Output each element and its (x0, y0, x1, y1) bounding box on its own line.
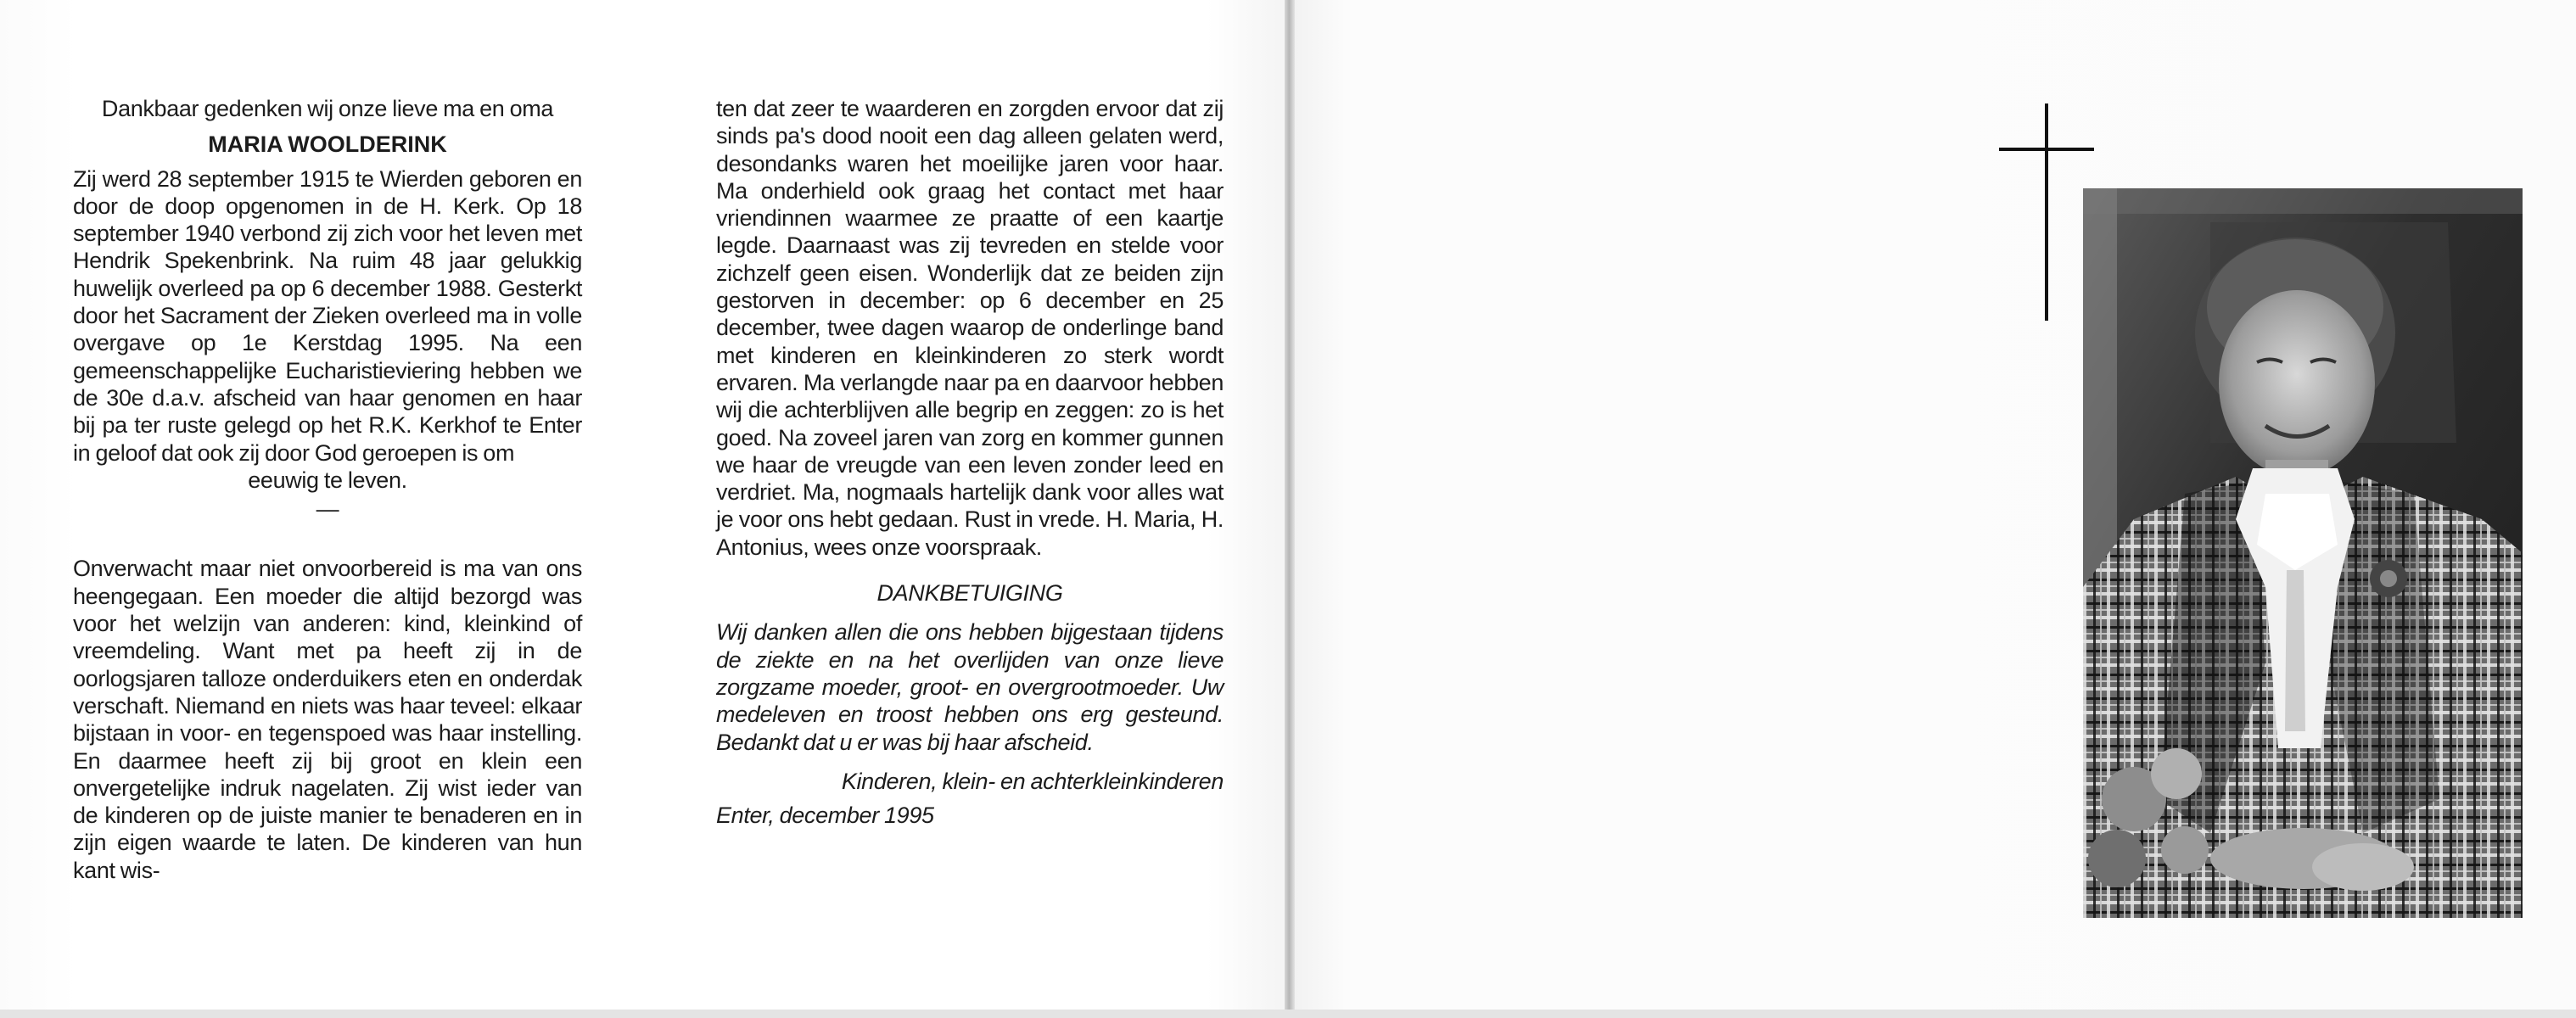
text-column-left (73, 95, 582, 884)
biography-closing: eeuwig te leven. (248, 467, 407, 493)
section-divider: — (316, 496, 339, 523)
family-signature: Kinderen, klein- en achterkleinkinderen (841, 768, 1224, 794)
intro-line: Dankbaar gedenken wij onze lieve ma en oma (101, 96, 554, 121)
place-date: Enter, december 1995 (716, 803, 934, 829)
card-bottom-edge (0, 1010, 2576, 1018)
deceased-name: MARIA WOOLDERINK (208, 131, 447, 158)
thanks-paragraph: Wij danken allen die ons hebben bijgestaan tijdens de ziekte en na het overlijden van onze lieve zorgzame moeder, groot- en overgrootmoeder. Uw medeleven en troost hebben ons erg gesteund. Bedankt dat u er was bij haar afscheid. (716, 619, 1224, 755)
remembrance-paragraph: Onverwacht maar niet onvoorbereid is ma van ons heengegaan. Een moeder die altijd bezorgd was voor het welzijn van anderen: kind, kleinkind of vreemdeling. Want met pa heeft zij in de oorlogsjaren talloze onderduikers eten en onderdak verschaft. Niemand en niets was haar teveel: elkaar bijstaan in voor- en tegenspoed was haar instelling. En daarmee heeft zij bij groot en klein een onvergetelijke indruk nagelaten. Zij wist ieder van de kinderen op de juiste manier te benaderen en in zijn eigen waarde te laten. De kinderen van hun kant wis- (73, 556, 582, 883)
text-column-right (716, 95, 1224, 829)
portrait-photo (2083, 188, 2523, 918)
thanks-heading: DANKBETUIGING (876, 580, 1063, 607)
cross-icon (1999, 103, 2094, 321)
biography-paragraph: Zij werd 28 september 1915 te Wierden geboren en door de doop opgenomen in de H. Kerk. Op 18 september 1940 verbond zij zich voor het leven met Hendrik Spekenbrink. Na ruim 48 jaar gelukkig huwelijk overleed pa op 6 december 1988. Gesterkt door het Sacrament der Zieken overleed ma in volle overgave op 1e Kerstdag 1995. Na een gemeenschappelijke Eucharistieviering hebben we de 30e d.a.v. afscheid van haar genomen en haar bij pa ter ruste gelegd op het R.K. Kerkhof te Enter in geloof dat ook zij door God geroepen is om (73, 165, 582, 466)
card-fold (1285, 0, 1295, 1018)
remembrance-continued: ten dat zeer te waarderen en zorgden ervoor dat zij sinds pa's dood nooit een dag alleen gelaten werd, desondanks waren het moeilijke jaren voor haar. Ma onderhield ook graag het contact met haar vriendinnen waarmee ze praatte of een kaartje legde. Daarnaast was zij tevreden en stelde voor zichzelf geen eisen. Wonderlijk dat ze beiden zijn gestorven in december: op 6 december en 25 december, twee dagen waarop de onderlinge band met kinderen en kleinkinderen zo sterk wordt ervaren. Ma verlangde naar pa en daarvoor hebben wij die achterblijven alle begrip en zeggen: zo is het goed. Na zoveel jaren van zorg en kommer gunnen we haar de vreugde van een leven zonder leed en verdriet. Ma, nogmaals hartelijk dank voor alles wat je voor ons hebt gedaan. Rust in vrede. H. Maria, H. Antonius, wees onze voorspraak. (716, 96, 1224, 560)
